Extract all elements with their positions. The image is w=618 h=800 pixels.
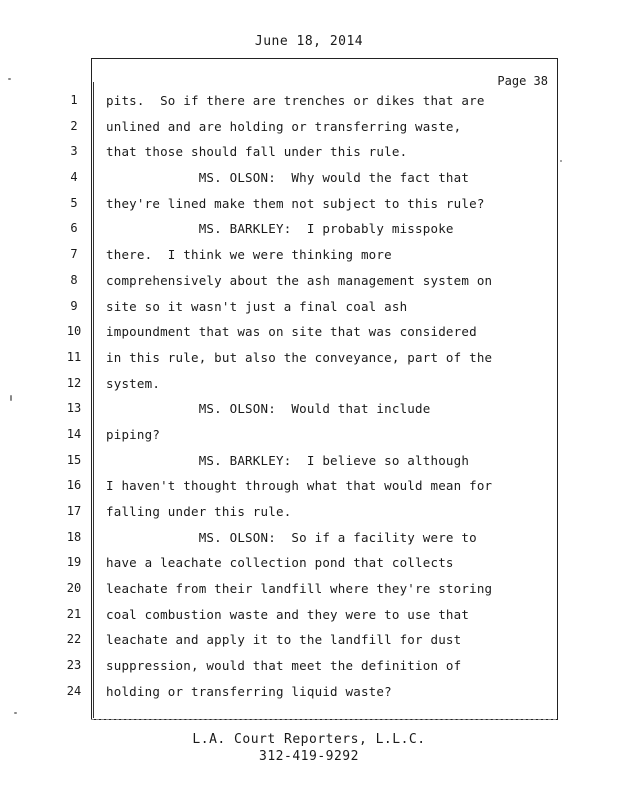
transcript-line: I haven't thought through what that would mean for <box>106 478 493 494</box>
line-number: 11 <box>66 349 82 364</box>
page-number: Page 38 <box>497 74 548 88</box>
scan-speck <box>560 160 562 162</box>
line-number: 18 <box>66 529 82 544</box>
transcript-line: MS. OLSON: So if a facility were to <box>106 529 477 545</box>
transcript-line: have a leachate collection pond that collects <box>106 555 454 571</box>
transcript-line: that those should fall under this rule. <box>106 144 408 160</box>
line-number: 20 <box>66 581 82 596</box>
transcript-line: piping? <box>106 426 161 442</box>
line-number: 14 <box>66 426 82 441</box>
transcript-line: comprehensively about the ash management system on <box>106 272 493 288</box>
left-margin-rule <box>93 82 94 718</box>
transcript-line: MS. BARKLEY: I probably misspoke <box>106 221 454 237</box>
line-number: 4 <box>70 170 78 185</box>
transcript-line: MS. BARKLEY: I believe so although <box>106 452 470 468</box>
transcript-line: pits. So if there are trenches or dikes that are <box>106 93 485 108</box>
transcript-line: leachate from their landfill where they're storing <box>106 581 493 597</box>
scan-speck <box>8 78 11 80</box>
line-number: 12 <box>66 375 82 390</box>
transcript-line: MS. OLSON: Would that include <box>106 401 431 417</box>
frame-bottom-edge <box>91 719 556 722</box>
transcript-body <box>106 88 546 705</box>
transcript-line: suppression, would that meet the definition of <box>106 658 462 674</box>
transcript-line: coal combustion waste and they were to use that <box>106 606 470 622</box>
line-number: 2 <box>70 118 78 133</box>
transcript-line: there. I think we were thinking more <box>106 247 392 263</box>
scan-speck <box>10 395 12 401</box>
line-number: 23 <box>66 658 82 673</box>
line-number: 8 <box>70 272 78 287</box>
transcript-line: leachate and apply it to the landfill for dust <box>106 632 462 648</box>
line-number: 7 <box>70 247 78 262</box>
transcript-line: impoundment that was on site that was considered <box>106 324 477 340</box>
line-number: 16 <box>66 478 82 493</box>
transcript-line: site so it wasn't just a final coal ash <box>106 298 408 314</box>
line-number: 19 <box>66 555 82 570</box>
line-number: 24 <box>66 683 82 698</box>
transcript-line: unlined and are holding or transferring waste, <box>106 118 462 134</box>
transcript-line: holding or transferring liquid waste? <box>106 683 392 699</box>
line-number: 15 <box>66 452 82 467</box>
line-number: 13 <box>66 401 82 416</box>
line-number: 5 <box>70 195 78 210</box>
line-number: 21 <box>66 606 82 621</box>
line-number: 3 <box>70 144 78 159</box>
line-number: 1 <box>70 93 78 107</box>
transcript-line: falling under this rule. <box>106 504 292 519</box>
transcript-line: in this rule, but also the conveyance, part of the <box>106 349 493 365</box>
line-number: 22 <box>66 632 82 647</box>
line-number: 17 <box>66 504 82 518</box>
line-number: 9 <box>70 298 78 313</box>
court-reporter-name: L.A. Court Reporters, L.L.C. <box>192 732 426 747</box>
scan-speck <box>14 712 17 714</box>
transcript-line: system. <box>106 375 161 391</box>
transcript-line: they're lined make them not subject to this rule? <box>106 195 485 211</box>
transcript-date: June 18, 2014 <box>254 34 364 49</box>
line-number-column <box>62 88 86 705</box>
footer <box>0 731 618 765</box>
line-number: 10 <box>66 324 82 339</box>
court-reporter-phone: 312-419-9292 <box>259 749 359 764</box>
transcript-line: MS. OLSON: Why would the fact that <box>106 170 470 186</box>
line-number: 6 <box>70 221 78 236</box>
